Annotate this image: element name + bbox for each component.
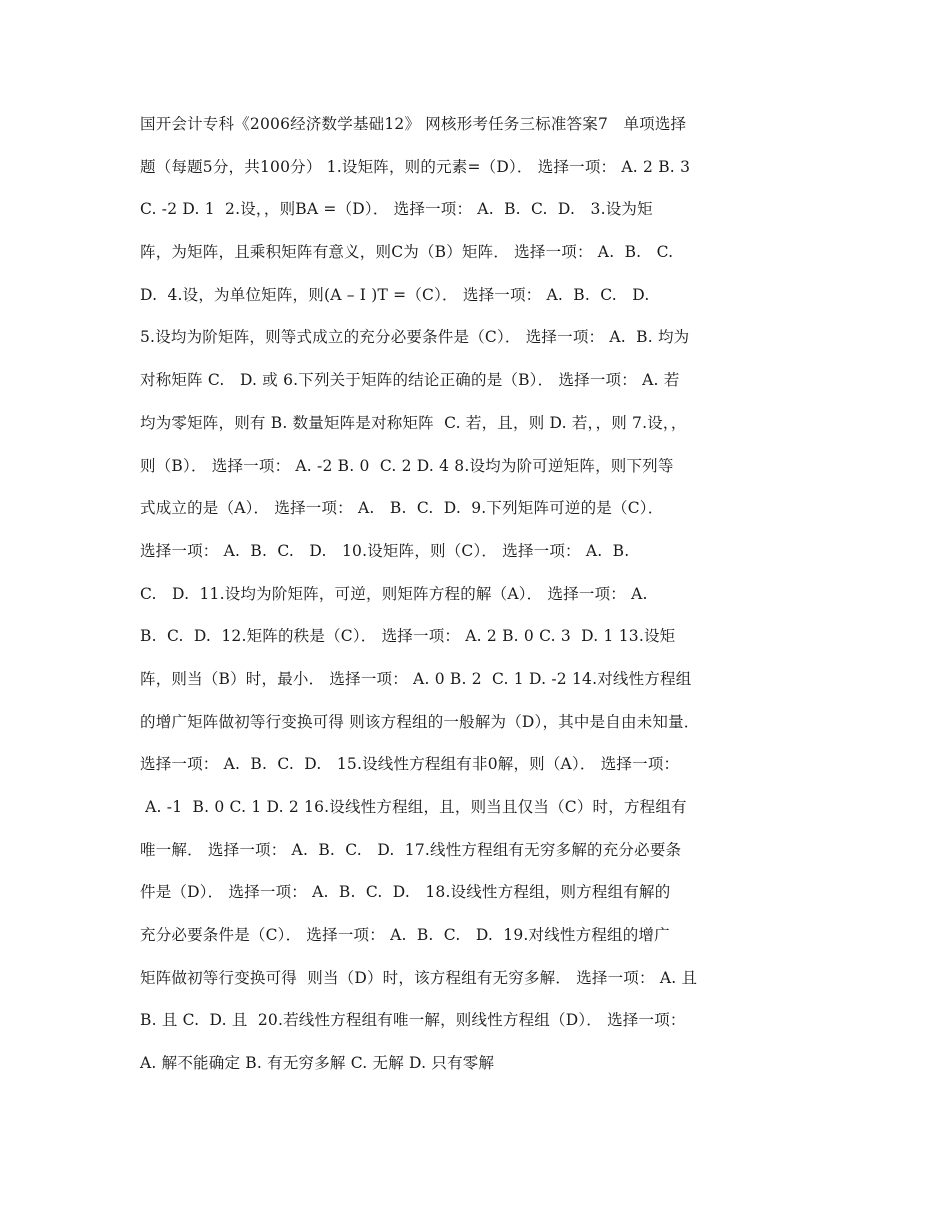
text-line: 件是（D）． 选择一项： A. B. C. D. 18.设线性方程组，则方程组有解的	[140, 883, 671, 902]
text-line: 的增广矩阵做初等行变换可得 则该方程组的一般解为（D），其中是自由未知量．	[140, 712, 700, 731]
text-line: 矩阵做初等行变换可得 则当（D）时，该方程组有无穷多解． 选择一项： A. 且	[140, 968, 698, 987]
text-line: 则（B）． 选择一项： A. -2 B. 0 C. 2 D. 4 8.设均为阶可逆矩阵，则下列等	[140, 456, 674, 475]
text-line: A. -1 B. 0 C. 1 D. 2 16.设线性方程组，且，则当且仅当（C）时，方程组有	[140, 798, 687, 816]
text-line: B. 且 C. D. 且 20.若线性方程组有唯一解，则线性方程组（D）． 选择一项：	[140, 1011, 686, 1030]
text-line: 均为零矩阵，则有 B. 数量矩阵是对称矩阵 C. 若，且，则 D. 若，，则 7.设，，	[140, 413, 687, 432]
text-line: 阵，为矩阵，且乘积矩阵有意义，则C为（B）矩阵． 选择一项： A. B. C.	[140, 243, 674, 262]
text-line: A. 解不能确定 B. 有无穷多解 C. 无解 D. 只有零解	[140, 1054, 495, 1073]
text-line: 选择一项： A. B. C. D. 10.设矩阵，则（C）． 选择一项： A. B.	[140, 541, 630, 560]
text-line: 唯一解． 选择一项： A. B. C. D. 17.线性方程组有无穷多解的充分必要条	[140, 840, 682, 859]
text-line: 5.设均为阶矩阵，则等式成立的充分必要条件是（C）． 选择一项： A. B. 均为	[140, 328, 690, 347]
text-line: 式成立的是（A）． 选择一项： A. B. C. D. 9.下列矩阵可逆的是（C）．	[140, 499, 664, 518]
text-line: B. C. D. 12.矩阵的秩是（C）． 选择一项： A. 2 B. 0 C. 3 D. 1 13.设矩	[140, 627, 676, 646]
text-line: 题（每题5分，共100分） 1.设矩阵，则的元素=（D）． 选择一项： A. 2 B. 3	[140, 157, 691, 176]
text-line: C. D. 11.设均为阶矩阵，可逆，则矩阵方程的解（A）． 选择一项： A.	[140, 584, 648, 603]
text-line: C. -2 D. 1 2.设，，则BA =（D）． 选择一项： A. B. C. D. 3.设为矩	[140, 200, 653, 219]
text-line: D. 4.设，为单位矩阵，则(A – I )T =（C）． 选择一项： A. B. C. D.	[140, 285, 650, 304]
text-line: 阵，则当（B）时，最小． 选择一项： A. 0 B. 2 C. 1 D. -2 14.对线性方程组	[140, 669, 692, 688]
text-line: 选择一项： A. B. C. D. 15.设线性方程组有非0解，则（A）． 选择一项：	[140, 755, 680, 774]
document-body	[140, 109, 820, 1091]
text-line: 充分必要条件是（C）． 选择一项： A. B. C. D. 19.对线性方程组的增广	[140, 926, 670, 945]
text-line: 国开会计专科《2006经济数学基础12》 网核形考任务三标准答案7 单项选择	[140, 115, 687, 133]
text-line: 对称矩阵 C. D. 或 6.下列关于矩阵的结论正确的是（B）． 选择一项： A. 若	[140, 371, 680, 390]
